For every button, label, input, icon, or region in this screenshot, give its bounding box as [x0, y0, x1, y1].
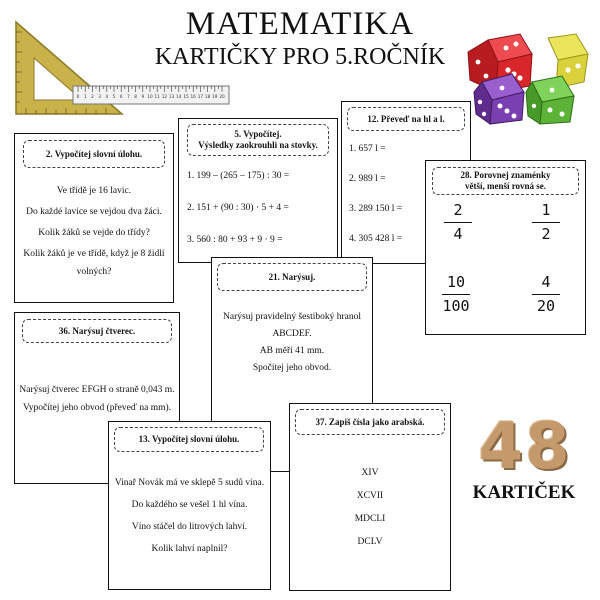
card-count-label: KARTIČEK [472, 482, 576, 503]
ruler-number: 13 [168, 94, 175, 99]
card-2-line: Do každé lavice se vejdou dva žáci. [26, 206, 162, 217]
ruler-number: 5 [112, 94, 116, 99]
ruler-number: 1 [83, 94, 87, 99]
card-5-header [187, 124, 329, 156]
card-12-item: 1. 657 l = [349, 144, 386, 154]
card-5-item: 3. 560 : 80 + 93 + 9 · 9 = [187, 235, 283, 245]
ruler-number: 10 [147, 94, 153, 99]
card-5-item: 1. 199 – (265 – 175) : 30 = [187, 171, 290, 181]
fraction [526, 201, 566, 244]
card-21-header: 21. Narýsuj. [217, 263, 367, 291]
ruler-number: 20 [219, 94, 225, 99]
fraction-numerator: 4 [541, 273, 551, 291]
ruler-number: 11 [154, 94, 160, 99]
card-13 [108, 421, 271, 590]
card-5-header-line: Výsledky zaokrouhli na stovky. [198, 140, 318, 150]
fraction-denominator: 2 [541, 225, 551, 244]
fraction [438, 201, 478, 244]
card-13-line: Vinař Novák má ve sklepě 5 sudů vína. [114, 478, 265, 488]
card-2-body [15, 186, 173, 278]
card-36-line: Vypočítej jeho obvod (převeď na mm). [22, 402, 172, 413]
card-28-header-line: 28. Porovnej znaménky [460, 170, 551, 181]
card-37 [289, 403, 451, 591]
ruler-number: 3 [98, 94, 101, 99]
card-21-line: ABCDEF. [272, 328, 312, 339]
ruler-number: 17 [197, 94, 204, 99]
card-36-header: 36. Narýsuj čtverec. [22, 319, 172, 343]
fraction-denominator: 100 [442, 297, 470, 316]
card-12-item: 2. 989 l = [349, 174, 386, 184]
fraction-bar [442, 294, 470, 296]
card-13-line: Kolik lahví naplnil? [151, 543, 228, 554]
card-count-number: 48 [478, 410, 572, 484]
page-subtitle: KARTIČKY PRO 5.ROČNÍK [154, 44, 446, 70]
ruler-number: 6 [119, 94, 123, 99]
card-37-line: DCLV [357, 536, 383, 547]
card-2-header: 2. Vypočítej slovní úlohu. [23, 140, 165, 168]
card-13-header: 13. Vypočítej slovní úlohu. [114, 427, 264, 452]
card-2 [14, 133, 174, 303]
card-37-header: 37. Zapiš čísla jako arabská. [295, 409, 445, 435]
fraction-bar [532, 222, 560, 224]
card-5 [178, 118, 338, 263]
card-21-line: AB měří 41 mm. [259, 345, 325, 356]
card-13-line: Víno stáčel do litrových lahví. [131, 521, 248, 532]
card-37-line: XIV [361, 468, 379, 478]
card-13-line: Do každého se vešel 1 hl vína. [131, 499, 248, 510]
card-2-line: Kolik žáků je ve třídě, když je 8 židlí [23, 248, 165, 259]
card-2-line: Ve třídě je 16 lavic. [56, 186, 132, 196]
ruler-number: 16 [190, 94, 196, 99]
card-36-body [15, 385, 179, 415]
ruler-icon [72, 84, 232, 108]
card-21-line: Spočítej jeho obvod. [252, 362, 332, 373]
card-37-body [290, 468, 450, 549]
card-37-line: MDCLI [354, 513, 386, 524]
ruler-number: 19 [212, 94, 218, 99]
fraction-denominator: 20 [536, 297, 556, 316]
ruler-number: 18 [204, 94, 211, 99]
ruler-number: 12 [161, 94, 168, 99]
ruler-number: 8 [134, 94, 137, 99]
fraction-denominator: 4 [453, 225, 463, 244]
fraction [436, 273, 476, 316]
card-21-body [212, 312, 372, 375]
card-13-body [109, 478, 270, 556]
ruler-number: 4 [105, 94, 109, 99]
card-28-header [432, 167, 579, 195]
fraction-numerator: 1 [541, 201, 551, 219]
card-28-header-line: větší, menší rovná se. [464, 181, 547, 191]
card-5-header-line: 5. Vypočítej. [234, 129, 282, 140]
card-12-header: 12. Převeď na hl a l. [347, 107, 465, 131]
page-title: MATEMATIKA [185, 6, 415, 42]
ruler-number: 14 [176, 94, 182, 99]
fraction-bar [532, 294, 560, 296]
ruler-number: 2 [91, 94, 94, 99]
card-21-line: Narýsuj pravidelný šestiboký hranol [223, 312, 361, 322]
card-12-item: 4. 305 428 l = [349, 234, 403, 244]
ruler-number: 15 [183, 94, 189, 99]
card-2-line: volných? [76, 266, 112, 277]
fraction [526, 273, 566, 316]
ruler-number: 0 [76, 94, 80, 99]
fraction-numerator: 2 [453, 201, 463, 219]
card-2-line: Kolik žáků se vejde do třídy? [38, 227, 150, 238]
ruler-number: 7 [127, 94, 130, 99]
fraction-numerator: 10 [446, 273, 466, 291]
dice-icon [458, 30, 596, 126]
card-5-item: 2. 151 + (90 : 30) · 5 + 4 = [187, 203, 289, 213]
ruler-number: 9 [141, 94, 145, 99]
card-36-line: Narýsuj čtverec EFGH o straně 0,043 m. [19, 385, 175, 395]
fraction-bar [444, 222, 472, 224]
card-12-item: 3. 289 150 l = [349, 204, 403, 214]
card-28 [425, 160, 586, 335]
card-37-line: XCVII [356, 490, 384, 501]
